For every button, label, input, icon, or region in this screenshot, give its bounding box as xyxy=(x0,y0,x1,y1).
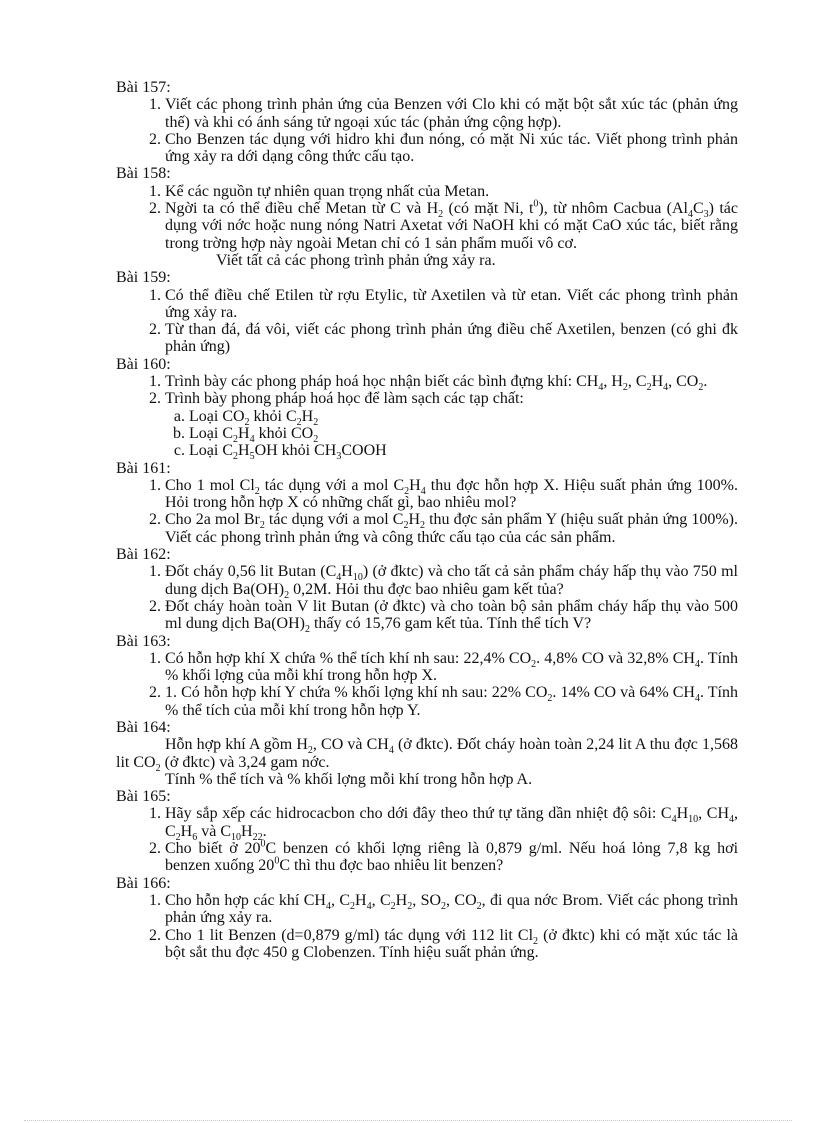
exercise-title: Bài 160: xyxy=(116,355,171,373)
exercise-title: Bài 161: xyxy=(116,459,171,477)
exercise-166 xyxy=(116,875,738,961)
exercise-list xyxy=(116,79,738,961)
instruction-line: Viết tất cả các phong trình phản ứng xảy ra. xyxy=(216,251,496,269)
exercise-title: Bài 158: xyxy=(116,165,171,183)
exercise-title: Bài 165: xyxy=(116,788,171,806)
question-item: 1. Có thể điều chế Etilen từ rợu Etylic, từ Axetilen và từ etan. Viết các phong trình phản ứng xảy ra. xyxy=(165,287,738,322)
question-item: 2. Từ than đá, đá vôi, viết các phong trình phản ứng điều chế Axetilen, benzen (có ghi đk phản ứng) xyxy=(165,321,738,356)
exercise-title: Bài 157: xyxy=(116,79,171,96)
sub-question-list xyxy=(165,407,738,463)
question-item: 1. Trình bày các phong pháp hoá học nhận biết các bình đựng khí: $CH_4$, $H_2$, $C_2H_4$, $CO_2$. xyxy=(165,373,738,390)
question-item: 2. Cho 1 lit Benzen (d=0,879 g/ml) tác dụng với 112 lit $Cl_2$ (ở đktc) khi có mặt xúc tác là bột sắt thu đợc 450 g Clobenzen. Tính hiệu suất phản ứng. xyxy=(165,927,738,962)
exercise-title: Bài 164: xyxy=(116,718,171,736)
exercise-title: Bài 162: xyxy=(116,546,171,564)
exercise-161 xyxy=(116,460,738,546)
question-item: 1. Cho hỗn hợp các khí $CH_4$, $C_2H_4$, $C_2H_2$, $SO_2$, $CO_2$, đi qua nớc Brom. Viết các phong trình phản ứng xảy ra. xyxy=(165,892,738,927)
question-list xyxy=(116,477,738,546)
sub-question-item: a. Loại $CO_2$ khỏi $C_2H_2$ xyxy=(189,408,738,425)
question-item: 2. Cho biết ở $20^0C$ benzen có khối lợng riêng là 0,879 g/ml. Nếu hoá lỏng 7,8 kg hơi benzen xuống $20^0C$ thì thu đợc bao nhiêu lit benzen? xyxy=(165,840,738,875)
question-item: 2. Ngời ta có thể điều chế Metan từ C và $H_2$ (có mặt Ni, $t^0$), từ nhôm Cacbua $(Al_4C_3)$ tác dụng với nớc hoặc nung nóng Natri Axetat với NaOH khi có mặt CaO xúc tác, biết rằng trong trờng hợp này ngoài Metan chỉ có 1 sản phẩm muối vô cơ. xyxy=(165,200,738,252)
sub-question-item: c. Loại $C_2H_5OH$ khỏi $CH_3COOH$ xyxy=(189,442,738,459)
question-list xyxy=(116,287,738,356)
question-list xyxy=(116,183,738,252)
exercise-title: Bài 159: xyxy=(116,269,171,287)
question-list xyxy=(116,96,738,165)
question-item: 1. Cho 1 mol $Cl_2$ tác dụng với a mol $C_2H_4$ thu đợc hỗn hợp X. Hiệu suất phản ứng 100%. Hỏi trong hỗn hợp X có những chất gì, bao nhiêu mol? xyxy=(165,477,738,512)
question-list xyxy=(116,805,738,874)
question-list xyxy=(116,650,738,719)
question-item: 2. Trình bày phong pháp hoá học để làm sạch các tạp chất: a. Loại $CO_2$ khỏi $C_2H_2$ b. Loại $C_2H_4$ khỏi $CO_2$ c. Loại $C_2H_5OH$ khỏi $CH_3COOH$ xyxy=(165,390,738,459)
exercise-title: Bài 166: xyxy=(116,874,171,892)
exercise-157 xyxy=(116,79,738,165)
sub-question-item: b. Loại $C_2H_4$ khỏi $CO_2$ xyxy=(189,425,738,442)
page-bottom-divider xyxy=(24,1120,792,1121)
exercise-165 xyxy=(116,788,738,874)
exercise-159 xyxy=(116,269,738,355)
question-item: 2. Cho Benzen tác dụng với hidro khi đun nóng, có mặt Ni xúc tác. Viết phong trình phản ứng xảy ra dới dạng công thức cấu tạo. xyxy=(165,131,738,166)
exercise-title: Bài 163: xyxy=(116,632,171,650)
question-item: 2. Cho 2a mol $Br_2$ tác dụng với a mol $C_2H_2$ thu đợc sản phẩm Y (hiệu suất phản ứng 100%). Viết các phong trình phản ứng và công thức cấu tạo của các sản phẩm. xyxy=(165,511,738,546)
question-item: 1. Viết các phong trình phản ứng của Benzen với Clo khi có mặt bột sắt xúc tác (phản ứng thế) và khi có ánh sáng tử ngoại xúc tác (phản ứng cộng hợp). xyxy=(165,96,738,131)
paragraph: Hỗn hợp khí A gồm $H_2$, CO và $CH_4$ (ở đktc). Đốt cháy hoàn toàn 2,24 lit A thu đợc 1,568 lit $CO_2$ (ở đktc) và 3,24 gam nớc. xyxy=(116,736,738,774)
exercise-160 xyxy=(116,355,738,463)
exercise-163 xyxy=(116,633,738,719)
exercise-164 xyxy=(116,719,738,788)
exercise-158 xyxy=(116,165,738,269)
exercise-162 xyxy=(116,546,738,636)
question-list xyxy=(116,563,738,636)
question-list xyxy=(116,892,738,961)
question-item: 2. 1. Có hỗn hợp khí Y chứa % khối lợng khí nh sau: 22% $CO_2$. 14% CO và 64% $CH_4$. Tính % thể tích của mỗi khí trong hỗn hợp Y. xyxy=(165,684,738,719)
question-item: 1. Có hỗn hợp khí X chứa % thể tích khí nh sau: 22,4% $CO_2$. 4,8% CO và 32,8% $CH_4$. Tính % khối lợng của mỗi khí trong hỗn hợp X. xyxy=(165,650,738,685)
question-item: 2. Đốt cháy hoàn toàn V lit Butan (ở đktc) và cho toàn bộ sản phẩm cháy hấp thụ vào 500 ml dung dịch $Ba(OH)_2$ thấy có 15,76 gam kết tủa. Tính thể tích V? xyxy=(165,598,738,633)
question-item: 1. Đốt cháy 0,56 lit Butan $(C_4H_{10})$ (ở đktc) và cho tất cả sản phẩm cháy hấp thụ vào 750 ml dung dịch $Ba(OH)_2$ 0,2M. Hỏi thu đợc bao nhiêu gam kết tủa? xyxy=(165,563,738,598)
question-list xyxy=(116,373,738,463)
paragraph: Tính % thể tích và % khối lợng mỗi khí trong hỗn hợp A. xyxy=(165,770,533,788)
question-item: 1. Hãy sắp xếp các hidrocacbon cho dới đây theo thứ tự tăng dần nhiệt độ sôi: $C_4H_{10}$, $CH_4$, $C_2H_6$ và $C_{10}H_{22}$. xyxy=(165,805,738,840)
question-item: 1. Kể các nguồn tự nhiên quan trọng nhất của Metan. xyxy=(165,183,738,200)
